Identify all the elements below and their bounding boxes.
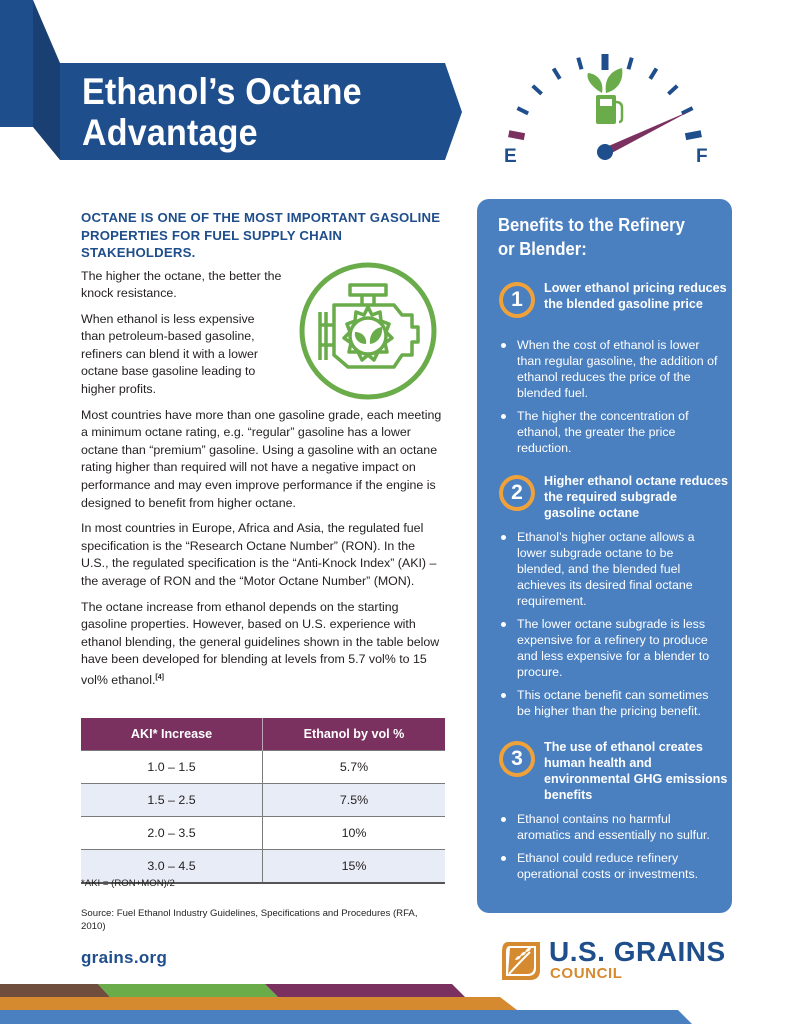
stripe-orange	[0, 997, 517, 1010]
list-item	[499, 337, 724, 401]
bullet-icon	[501, 693, 506, 698]
citation-ref: [4]	[155, 673, 164, 681]
banner-fold-shadow	[33, 0, 60, 160]
benefit-heading-text: Lower ethanol pricing reduces the blended gasoline price	[544, 281, 727, 311]
engine-icon	[294, 260, 442, 402]
table-cell: 10%	[263, 817, 446, 850]
benefit-bullets-3	[499, 811, 724, 889]
table-source: Source: Fuel Ethanol Industry Guidelines, Specifications and Procedures (RFA, 2010)	[81, 908, 418, 932]
bullet-icon	[501, 856, 506, 861]
stripe-brown	[0, 984, 110, 997]
gauge-tick	[650, 69, 656, 79]
intro-paragraph: When ethanol is less expensive than petroleum-based gasoline, refiners can blend it with a lower octane base gasoline leading to higher profits.	[81, 311, 258, 397]
table-header-row	[81, 718, 445, 751]
fuel-pump-icon	[596, 95, 622, 124]
bullet-text: Ethanol contains no harmful aromatics and essentially no sulfur.	[517, 812, 710, 842]
table-cell: 3.0 – 4.5	[81, 850, 263, 884]
bullet-icon	[501, 414, 506, 419]
title-line-1: Ethanol’s Octane	[82, 71, 362, 112]
bullet-icon	[501, 622, 506, 627]
stripe-plum	[265, 984, 465, 997]
intro-paragraph: The higher the octane, the better the knock resistance.	[81, 268, 282, 301]
gauge-needle	[604, 110, 692, 156]
octane-table	[81, 718, 445, 884]
list-item	[499, 850, 724, 882]
page-title	[82, 71, 362, 153]
leaf-icon	[606, 68, 623, 93]
number-badge: 1	[499, 282, 535, 318]
banner-left-block	[0, 0, 33, 127]
gauge-full-label: F	[696, 146, 708, 167]
benefit-heading-text: The use of ethanol creates human health and environmental GHG emissions benefits	[544, 740, 728, 802]
table-cell: 5.7%	[263, 751, 446, 784]
number-badge: 3	[499, 741, 535, 777]
stripe-green	[98, 984, 278, 997]
gauge-tick	[668, 86, 677, 94]
table-cell: 15%	[263, 850, 446, 884]
gauge-tick	[517, 108, 528, 113]
gauge-tick	[533, 86, 542, 94]
website-link[interactable]: grains.org	[81, 948, 168, 967]
table-cell: 7.5%	[263, 784, 446, 817]
bullet-text: The higher the concentration of ethanol, the greater the price reduction.	[517, 409, 689, 455]
logo-name: U.S. GRAINS	[549, 936, 726, 967]
table-row	[81, 784, 445, 817]
number-badge: 2	[499, 475, 535, 511]
fuel-gauge-icon	[490, 38, 730, 168]
table-cell: 1.0 – 1.5	[81, 751, 263, 784]
gauge-tick	[509, 134, 525, 137]
intro-paragraph: In most countries in Europe, Africa and Asia, the regulated fuel specification is the “Research Octane Number” (RON). In the U.S., the regulated specification is the “Anti-Knock Index” (AKI) – the average of RON and the “Motor Octane Number” (MON).	[81, 521, 437, 588]
benefit-bullets-1	[499, 337, 724, 463]
grains-council-logo-icon	[500, 940, 542, 982]
table-row	[81, 751, 445, 784]
bullet-text: The lower octane subgrade is less expensive for a refinery to produce and less expensive for a blender to procure.	[517, 617, 710, 679]
gauge-empty-label: E	[504, 146, 517, 167]
benefit-heading-text: Higher ethanol octane reduces the required subgrade gasoline octane	[544, 474, 729, 520]
gauge-tick	[628, 58, 631, 70]
bullet-text: This octane benefit can sometimes be higher than the pricing benefit.	[517, 688, 709, 718]
list-item	[499, 408, 724, 456]
bullet-icon	[501, 343, 506, 348]
intro-heading: OCTANE IS ONE OF THE MOST IMPORTANT GASOLINE PROPERTIES FOR FUEL SUPPLY CHAIN STAKEHOLDERS.	[81, 210, 441, 260]
table-cell: 1.5 – 2.5	[81, 784, 263, 817]
bullet-text: Ethanol could reduce refinery operational costs or investments.	[517, 851, 699, 881]
leaf-icon	[588, 73, 603, 93]
stripe-blue	[0, 1010, 692, 1024]
table-row	[81, 817, 445, 850]
title-line-2: Advantage	[82, 112, 258, 153]
panel-title: Benefits to the Refinery or Blender:	[498, 214, 685, 259]
gauge-tick	[554, 69, 560, 79]
list-item	[499, 529, 724, 609]
intro-paragraph-text: The octane increase from ethanol depends on the starting gasoline properties. However, based on U.S. experience with ethanol blending, the general guidelines shown in the table below have been developed for blending at levels from 5.7 vol% to 15 vol% ethanol.	[81, 599, 440, 688]
bullet-text: When the cost of ethanol is lower than regular gasoline, the addition of ethanol reduces the price of the blended fuel.	[517, 338, 718, 400]
benefits-panel	[477, 199, 732, 913]
gauge-tick	[578, 58, 581, 70]
gauge-pivot	[597, 144, 613, 160]
decorative-stripes	[0, 980, 791, 1024]
bullet-icon	[501, 535, 506, 540]
bullet-text: Ethanol’s higher octane allows a lower subgrade octane to be blended, and the blended fuel achieves its desired final octane requirement.	[517, 530, 695, 608]
list-item	[499, 616, 724, 680]
table-footnote: *AKI = (RON+MON)/2	[81, 878, 175, 889]
gauge-tick	[682, 108, 693, 113]
list-item	[499, 811, 724, 843]
logo-subname: COUNCIL	[550, 965, 623, 982]
benefit-bullets-2	[499, 529, 724, 726]
intro-paragraph: Most countries have more than one gasoline grade, each meeting a minimum octane rating, e.g. “regular” gasoline has a lower octane than “premium” gasoline. Using a gasoline with an octane rating higher than required will not have a negative impact on performance and may even improve performance if the engine is designed to benefit from higher octane.	[81, 407, 442, 510]
bullet-icon	[501, 817, 506, 822]
list-item	[499, 687, 724, 719]
intro-paragraph	[81, 599, 445, 690]
column-header: Ethanol by vol %	[263, 718, 446, 751]
column-header: AKI* Increase	[81, 718, 263, 751]
table-cell: 2.0 – 3.5	[81, 817, 263, 850]
gauge-tick	[686, 134, 702, 137]
